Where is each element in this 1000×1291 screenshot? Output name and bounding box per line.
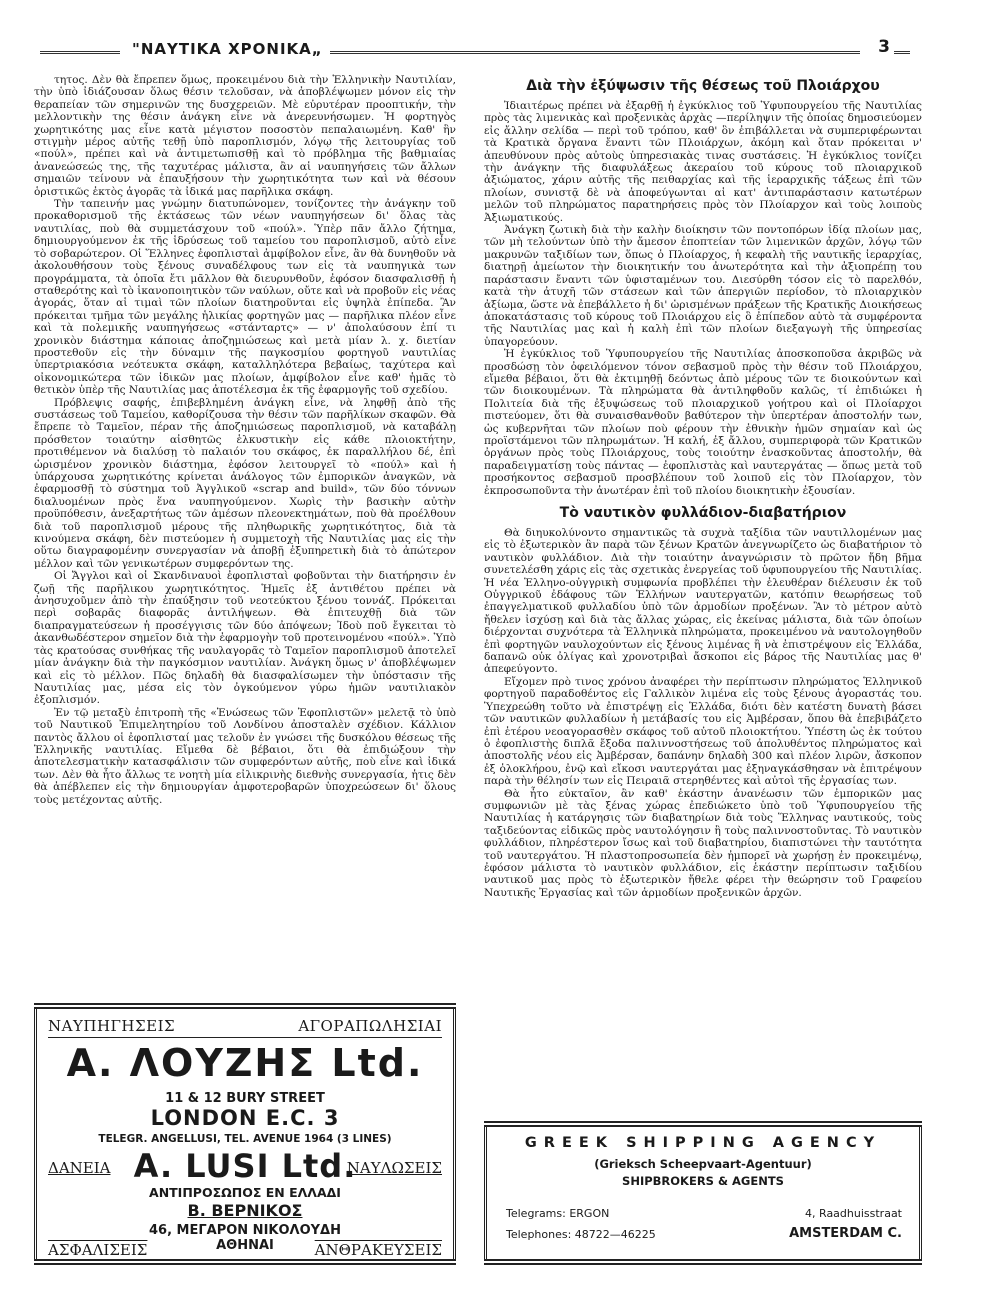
- header-rule-right: [330, 51, 860, 54]
- advertisement-greek-shipping-agency: [484, 1121, 922, 1265]
- left-column: [34, 74, 456, 806]
- agency-role: SHIPBROKERS & AGENTS: [622, 1174, 784, 1188]
- agency-street: 4, Raadhuisstraat: [805, 1207, 902, 1220]
- ad-company-greek: Α. ΛΟΥΖΗΣ Ltd.: [66, 1041, 424, 1085]
- article-paragraph: Ἰδιαιτέρως πρέπει νὰ ἐξαρθῇ ἡ ἐγκύκλιος τοῦ Ὑφυπουργείου τῆς Ναυτιλίας πρὸς τὰς λιμενικὰς καὶ προξενικὰς ἀρχὰς —περίληψιν τῆς ὁποίας δημοσιεύομεν εἰς ἄλλην σελίδα — περὶ τοῦ τρόπου, καθ' ὃν ἐπιβάλλεται νὰ συμπεριφέρωνται τὰ Κρατικὰ ὄργανα ἔναντι τῶν Πλοιάρχων, ἀκόμη καὶ ὅταν πρόκειται ν' ἀπευθύνουν πρὸς αὐτοὺς ὑπηρεσιακὰς τινας συστάσεις. Ἡ ἐγκύκλιος τονίζει τὴν ἀνάγκην τῆς διαφυλάξεως ἀκεραίου τοῦ κύρους τοῦ πλοιαρχικοῦ ἀξιώματος, χάριν αὐτῆς τῆς πειθαρχίας καὶ τῆς ἱεραρχικῆς τάξεως ἐπὶ τῶν πλοίων, συνιστᾷ δὲ νὰ ἀποφεύγωνται αἱ κατ' ἀντιπαράστασιν κατωτέρων μελῶν τοῦ πληρώματος παρατηρήσεις πρὸς τὸν Πλοίαρχον καὶ τοὺς λοιποὺς Ἀξιωματικούς.: [484, 100, 922, 224]
- newspaper-title: "ΝΑΥΤΙΚΑ ΧΡΟΝΙΚΑ„: [132, 40, 323, 58]
- ad-service-loans: ΔΑΝΕΙΑ: [48, 1159, 111, 1177]
- article-paragraph: Ἐν τῷ μεταξὺ ἐπιτροπὴ τῆς «Ἑνώσεως τῶν Ἐφοπλιστῶν» μελετᾷ τὸ ὑπὸ τοῦ Ναυτικοῦ Ἐπιμελητηρίου τοῦ Λονδίνου ἀποσταλὲν σχέδιον. Κάλλιον παντὸς ἄλλου οἱ ἐφοπλισταί μας τελοῦν ἐν γνώσει τῆς δυσκόλου θέσεως τῆς Ἑλληνικῆς ναυτιλίας. Εἴμεθα δὲ βέβαιοι, ὅτι θὰ ἐπιδιώξουν τὴν ἀποτελεσματικὴν κατασφάλισιν τῶν συμφερόντων αὐτῆς, ποὺ εἶνε καὶ ἰδικά των. Δὲν θὰ ἦτο ἄλλως τε νοητὴ μία εἰλικρινὴς διεθνὴς συνεργασία, ἡτις δὲν θὰ ἀπέβλεπεν εἰς τὴν δημιουργίαν ἀμφοτεροβαρῶν ὑποχρεώσεων δι' ὅλους τοὺς μετέχοντας αὐτῆς.: [34, 706, 456, 806]
- article-paragraph: Οἱ Ἄγγλοι καὶ οἱ Σκανδιναυοὶ ἐφοπλισταὶ φοβοῦνται τὴν διατήρησιν ἐν ζωῇ τῆς παρῆλικου χωρητικότητος. Ἡμεῖς ἐξ ἀντιθέτου πρέπει νὰ ἀνησυχοῦμεν ἀπὸ τὴν ἐπαύξησιν τοῦ νεοτεύκτου ξένου τοννάζ. Πρόκειται περὶ σοβαρᾶς διαφορᾶς ἀντιλήψεων. Θὰ ἐπιτευχθῇ διὰ τῶν διαπραγματεύσεων ἡ προσέγγισις τῶν δύο ἀπόψεων; Ἰδοὺ ποῦ ἔγκειται τὸ ἀκανθωδέστερον σημεῖον διὰ τὴν ἐφαρμογὴν τοῦ προτεινομένου «πούλ». Ὑπὸ τὰς κρατούσας συνθήκας τῆς ναυλαγορᾶς τὸ Ταμεῖον παροπλισμοῦ ἀποτελεῖ μίαν ἀνάγκην διὰ τὴν παγκόσμιον ναυτιλίαν. Ἀνάγκη ὅμως ν' ἀποβλέψωμεν καὶ εἰς τὸ μέλλον. Πῶς δηλαδὴ θὰ διασφαλίσωμεν τὴν ὑπόστασιν τῆς Ναυτιλίας μας, μέσα εἰς τὸν ὀγκούμενον γύρω ἡμῶν ναυτιλιακὸν ἐξοπλισμόν.: [34, 570, 456, 707]
- ad-company-latin: A. LUSI Ltd.: [133, 1147, 357, 1185]
- agency-subtitle: (Grieksch Scheepvaart-Agentuur): [594, 1157, 812, 1171]
- article-paragraph: Τὴν ταπεινήν μας γνώμην διατυπώνομεν, τονίζοντες τὴν ἀνάγκην τοῦ προκαθορισμοῦ τῆς ἐκτάσεως τῶν νέων ναυπηγήσεων δι' ὅλας τὰς ναυτιλίας, ποὺ θὰ συμμετάσχουν τοῦ «πούλ». Ὑπὲρ πᾶν ἄλλο ζήτημα, δημιουργούμενον ἐκ τῆς ἱδρύσεως τοῦ ταμείου του παροπλισμοῦ, αὐτὸ εἶνε τὸ σοβαρώτερον. Οἱ Ἕλληνες ἐφοπλισταὶ ἀμφίβολον εἶνε, ἂν θὰ δυνηθοῦν νὰ ἀκολουθήσουν τοὺς ξένους συναδέλφους των εἰς τὰ ναυπηγικὰ των προγράμματα, τὰ ὁποῖα ἔτι μᾶλλον θὰ διευρυνθοῦν, ἐφόσον διασφαλισθῇ ἡ σταθερότης καὶ τὸ ἱκανοποιητικὸν τῶν ναύλων, οὔτε καὶ νὰ προβοῦν εἰς νέας ἀγοράς, ὅταν αἱ τιμαὶ τῶν πλοίων διατηροῦνται εἰς ὑψηλὰ ἐπίπεδα. Ἂν πρόκειται τμῆμα τῶν μεγάλης ἡλικίας φορτηγῶν μας — παρῆλικα πλέον εἶνε καὶ τὰ πολεμικῆς ναυπηγήσεως «στάνταρτς» — ν' ἀπολαύσουν ἐπί τι χρονικὸν διάστημα κάποιας ἀποζημιώσεως καὶ μετὰ μίαν λ. χ. διετίαν προστεθοῦν εἰς τὴν δύναμιν τῆς παγκοσμίου φορτηγοῦ ναυτιλίας ὑπερτριακόσια νεότευκτα σκάφη, καταλληλότερα βεβαίως, ταχύτερα καὶ οἰκονομικώτερα τῶν ἰδικῶν μας πλοίων, ἀμφίβολον εἶνε καθ' ἡμᾶς τὸ θετικὸν ὑπὲρ τῆς Ναυτιλίας μας ἀποτέλεσμα ἐκ τῆς ἐφαρμογῆς τοῦ σχεδίου.: [34, 198, 456, 397]
- agency-telephones: Telephones: 48722—46225: [506, 1228, 656, 1241]
- ad-agent-name: Β. ΒΕΡΝΙΚΟΣ: [187, 1201, 303, 1220]
- ad-city: ΑΘΗΝΑΙ: [216, 1238, 274, 1253]
- ad-divider: [48, 1037, 442, 1038]
- right-column: [484, 74, 922, 899]
- ad-telegram: TELEGR. ANGELLUSI, TEL. AVENUE 1964 (3 LINES): [98, 1133, 392, 1145]
- article-paragraph: Εἴχομεν πρὸ τινος χρόνου ἀναφέρει τὴν περίπτωσιν πληρώματος Ἑλληνικοῦ φορτηγοῦ παραδοθέντος εἰς Γαλλικὸν λιμένα εἰς τοὺς ξένους ἀγοραστάς του. Ὑπεχρεώθη τοῦτο νὰ ἐπιστρέψῃ εἰς Ἑλλάδα, διότι δὲν κατέστη δυνατὴ βάσει τῶν ναυτικῶν φυλλαδίων ἡ μετάβασίς του εἰς Ἀμβέρσαν, ὅπου θὰ ἐπεβιβάζετο ἐπὶ ἑτέρου νεοαγορασθὲν σκάφος τοῦ αὐτοῦ πλοιοκτήτου. Ὑπέστη ὡς ἐκ τούτου ὁ ἐφοπλιστὴς διπλᾶ ἔξοδα παλιννοστήσεως τοῦ ἀπολυθέντος πληρώματος καὶ ἀποστολῆς νέου εἰς Ἀμβέρσαν, δαπάνην δηλαδὴ 300 καὶ πλέον λιρῶν, ἄσκοπον ἐξ ὁλοκλήρου, ἐνῷ καὶ εἴκοσι ναυτεργάται μας ἐξηναγκάσθησαν νὰ ἐπιτρέψουν παρὰ τὴν θέλησίν των εἰς Πειραιᾶ στερηθέντες καὶ αὐτοὶ τῆς ἐργασίας των.: [484, 675, 922, 788]
- section-heading-captain: Διὰ τὴν ἐξύψωσιν τῆς θέσεως τοῦ Πλοιάρχου: [526, 78, 880, 94]
- page-header: [40, 37, 910, 64]
- ad-service-insurance: ΑΣΦΑΛΙΣΕΙΣ: [48, 1241, 148, 1259]
- article-paragraph: Ἀνάγκη ζωτικὴ διὰ τὴν καλὴν διοίκησιν τῶν ποντοπόρων ἰδίᾳ πλοίων μας, τῶν μὴ τελούντων ὑπὸ τὴν ἄμεσον ἐποπτείαν τῶν λιμενικῶν ἀρχῶν, λόγῳ τῶν μακρυνῶν ταξιδίων των, ὅπως ὁ Πλοίαρχος, ἡ κεφαλὴ τῆς ναυτικῆς ἱεραρχίας, διατηρῇ ἀμείωτον τὴν διοικητικήν του ἀνωτερότητα καὶ τὴν ἀξιοπρέπῃ του παράστασιν ἔναντι τῶν ὑφισταμένων του. Διεσύρθη τόσον εἰς τὸ παρελθόν, κατὰ τὴν ἀτυχῆ τῶν στάσεων καὶ τῶν ἀπεργιῶν περίοδον, τὸ πλοιαρχικὸν ἀξίωμα, ὥστε νὰ ἐπεβάλλετο ἡ δι' ὡρισμένων πράξεων τῆς Κρατικῆς Διοικήσεως ἀποκατάστασις τοῦ κύρους τοῦ Πλοιάρχου εἰς ὃ ἐπίπεδον αὐτὸ τὰ συμφέροντα τῆς Ναυτιλίας μας καὶ ἡ καλὴ ἐπὶ τῶν πλοίων διεξαγωγὴ τῆς ὑπηρεσίας ὑπαγορεύουν.: [484, 224, 922, 348]
- article-paragraph: Θὰ διηυκολύνοντο σημαντικῶς τὰ συχνὰ ταξίδια τῶν ναυτιλλομένων μας εἰς τὸ ἐξωτερικὸν ἂν παρὰ τῶν ξένων Κρατῶν ἀνεγνωρίζετο ὡς διαβατήριον τὸ ναυτικὸν φυλλάδιον. Διὰ τὴν τοιαύτην ἀναγνώρισιν τὸ πρῶτον ἤδη βῆμα συνετελέσθη χάρις εἰς τὰς σχετικὰς ἐνεργείας τοῦ ὑφυπουργείου τῆς Ναυτιλίας. Ἡ νέα Ἑλληνο-οὐγγρικὴ συμφωνία προβλέπει τὴν ἐλευθέραν διέλευσιν ἐκ τοῦ Οὐγγρικοῦ ἐδάφους τῶν Ἑλλήνων ναυτεργατῶν, κατόπιν θεωρήσεως τοῦ ἐπαγγελματικοῦ φυλλαδίου ὑπὸ τῶν ἁρμοδίων προξένων. Ἂν τὸ μέτρον αὐτὸ ἤθελεν ἰσχύσῃ καὶ διὰ τὰς ἄλλας χώρας, εἰς ἐκείνας μάλιστα, διὰ τῶν ὁποίων διέρχονται συχνότερα τὰ Ἑλληνικὰ πληρώματα, προκειμένου νὰ ναυτολογηθοῦν ἐπὶ φορτηγῶν ναυλοχούντων εἰς ξένους λιμένας ἢ νὰ ἐπιστρέψουν εἰς Ἑλλάδα, δαπανῶ οὐκ ὀλίγας καὶ χρονοτριβαὶ ἄσκοποι εἰς βάρος τῆς Ναυτιλίας μας θ' ἀπεφεύγοντο.: [484, 527, 922, 676]
- header-rule-left: [40, 51, 120, 54]
- page-number-rule: [894, 51, 910, 54]
- ad-service-sales: ΑΓΟΡΑΠΩΛΗΣΙΑΙ: [298, 1017, 442, 1035]
- ad-service-chartering: ΝΑΥΛΩΣΕΙΣ: [346, 1159, 442, 1177]
- article-paragraph: Πρόβλεψις σαφής, ἐπιβεβλημένη ἀνάγκη εἶνε, νὰ ληφθῇ ἀπὸ τῆς συστάσεως τοῦ Ταμείου, καθορίζουσα τὴν θέσιν τῶν παρῆλίκων σκαφῶν. Θὰ ἔπρεπε τὸ Ταμεῖον, πέραν τῆς ἀποζημιώσεως παροπλισμοῦ, νὰ καταβάλῃ πρόσθετον τοιαύτην αἰσθητῶς ἑλκυστικὴν εἰς κάθε πλοιοκτήτην, προτιθέμενον νὰ διαλύσῃ τὸ παλαιόν του σκάφος, ἐκ παραλλήλου δέ, ἐπὶ ὡρισμένον χρονικὸν διάστημα, ἐφόσον λειτουργεῖ τὸ «πούλ» καὶ ἡ ὑπάρχουσα χωρητικότης κρίνεται ἀνάλογος τῶν ἐμπορικῶν ἀναγκῶν, νὰ ἐφαρμοσθῇ τὸ σύστημα τοῦ Ἀγγλικοῦ «scrap and build», τῶν δύο τόννων διαλυομένων πρὸς ἕνα ναυπηγούμενον. Χωρὶς τὴν βασικὴν αὐτὴν προϋπόθεσιν, ἀνεξαρτήτως τῶν ἀμέσων πλεονεκτημάτων, ποὺ θὰ προέλθουν διὰ τοῦ παροπλισμοῦ μέρους τῆς πληθωρικῆς χωρητικότητος, διὰ τὰ κινούμενα σκάφη, δὲν πιστεύομεν ἡ συμμετοχὴ τῆς Ναυτιλίας μας εἰς τὴν οὕτω διαγραφομένην συνεργασίαν νὰ ἀποβῇ ἐξυπηρετικὴ διὰ τὸ ἀπώτερον μέλλον καὶ τῶν γενικωτέρων συμφερόντων της.: [34, 396, 456, 570]
- section-heading-seaman-book: Τὸ ναυτικὸν φυλλάδιον-διαβατήριον: [559, 505, 847, 521]
- ad-representative-label: ΑΝΤΙΠΡΟΣΩΠΟΣ ΕΝ ΕΛΛΑΔΙ: [149, 1185, 341, 1200]
- page-number: 3: [878, 37, 890, 57]
- ad-service-shipbuilding: ΝΑΥΠΗΓΗΣΕΙΣ: [48, 1017, 176, 1035]
- agency-city: AMSTERDAM C.: [789, 1226, 902, 1241]
- article-paragraph: τητος. Δὲν θὰ ἔπρεπεν ὅμως, προκειμένου διὰ τὴν Ἑλληνικὴν Ναυτιλίαν, τὴν ὑπὸ ἰδιάζουσαν ὅλως θέσιν τελοῦσαν, νὰ ἀποβλέψωμεν μόνον εἰς τὴν θεραπείαν τῶν σημερινῶν της δυσχερειῶν. Μὲ εὐρυτέραν προοπτικήν, τὴν μελλοντικὴν της θέσιν ἀνάγκη εἶνε νὰ ἀνερευνήσωμεν. Ἡ φορτηγὸς χωρητικότης μας εἶνε κατὰ μέγιστον ποσοστὸν πεπαλαιωμένη. Καθ' ἣν στιγμὴν μέρος αὐτῆς τεθῇ ὑπὸ παροπλισμόν, λόγῳ τῆς λειτουργίας τοῦ «πούλ», πρέπει καὶ νὰ ἀντιμετωπισθῇ καὶ τὸ πρόβλημα τῆς βαθμιαίας ἀνανεώσεώς της, τῆς ταχυτέρας μάλιστα, ἂν αἱ ναυπηγήσεις τῶν ἄλλων σημαιῶν τείνουν νὰ ἐπαυξήσουν τὴν χωρητικότητα των καὶ νὰ θέσουν ὁριστικῶς ἐκτὸς ἀγορᾶς τὰ ἰδικά μας παρῆλικα σκάφη.: [34, 74, 456, 198]
- ad-office: 46, ΜΕΓΑΡΟΝ ΝΙΚΟΛΟΥΔΗ: [148, 1223, 341, 1238]
- article-paragraph: Ἡ ἐγκύκλιος τοῦ Ὑφυπουργείου τῆς Ναυτιλίας ἀποσκοποῦσα ἀκριβῶς νὰ προσδώσῃ τὸν ὀφειλόμενον τόνον σεβασμοῦ πρὸς τὴν θέσιν τοῦ Πλοιάρχου, εἴμεθα βέβαιοι, ὅτι θὰ ἐκτιμηθῇ δεόντως ἀπὸ μέρους τῶν τε διοικούντων καὶ τῶν διοικουμένων. Τὰ πληρώματα θὰ ἀντιληφθοῦν καλῶς, τί ἐπιδιώκει ἡ Πολιτεία διὰ τῆς ἐξυψώσεως τοῦ πλοιαρχικοῦ γοήτρου καὶ οἱ Πλοίαρχοι πιστεύομεν, ὅτι θὰ συναισθανθοῦν βαθύτερον τὴν ὑπερτέραν ἀποστολήν των, ὡς κυβερνῆται τῶν πλοίων ποὺ φέρουν τὴν ἐθνικὴν ἡμῶν σημαίαν καὶ ὡς προϊστάμενοι τῶν πληρωμάτων. Ἡ καλή, ἐξ ἄλλου, συμπεριφορὰ τῶν Κρατικῶν ὀργάνων πρὸς τοὺς Πλοιάρχους, τοὺς τοιούτην ἐνασκοῦντας ἀποστολήν, θὰ παραδειγματίσῃ τοὺς πάντας — ἐφοπλιστὰς καὶ ναυτεργάτας — ὅπως μετὰ τοῦ προσήκοντος σεβασμοῦ προσβλέπουν τοῦ λοιποῦ εἰς τὸν Πλοίαρχον, τὸν ἐκπροσωποῦντα τὴν ἀνωτέραν ἐπὶ τοῦ πλοίου διοικητικὴν ἐξουσίαν.: [484, 348, 922, 497]
- ad-service-coaling: ΑΝΘΡΑΚΕΥΣΕΙΣ: [314, 1241, 442, 1259]
- ad-address-city: LONDON E.C. 3: [150, 1106, 340, 1130]
- agency-telegrams: Telegrams: ERGON: [506, 1207, 610, 1220]
- article-paragraph: Θὰ ἦτο εὐκταῖον, ἂν καθ' ἑκάστην ἀνανέωσιν τῶν ἐμπορικῶν μας συμφωνιῶν μὲ τὰς ξένας χώρας ἐπεδιώκετο ὑπὸ τοῦ Ὑφυπουργείου τῆς Ναυτιλίας ἡ κατάργησις τῶν διαβατηρίων διὰ τοὺς Ἕλληνας ναυτικούς, τοὺς ταξιδεύοντας εἰδικῶς πρὸς ναυτολόγησιν ἢ τοὺς παλιννοστοῦντας. Τὸ ναυτικὸν φυλλάδιον, πληρέστερον ἴσως καὶ τοῦ διαβατηρίου, διαπιστώνει τὴν ταυτότητα τοῦ ναυτεργάτου. Ἡ πλαστοπροσωπεία δὲν ἠμπορεῖ νὰ χωρήσῃ ἐν προκειμένῳ, ἐφόσον μάλιστα τὸ ναυτικὸν φυλλάδιον, εἰς ἑκάστην περίπτωσιν ταξιδίου ναυτικοῦ μας πρὸς τὸ ἐξωτερικὸν ἤθελε φέρει τὴν θεώρησιν τοῦ Γραφείου Ναυτικῆς Ἐργασίας καὶ τῶν ἁρμοδίων προξενικῶν ἀρχῶν.: [484, 787, 922, 899]
- advertisement-lusi: [34, 1003, 456, 1265]
- ad-address-street: 11 & 12 BURY STREET: [165, 1091, 325, 1106]
- agency-name: GREEK SHIPPING AGENCY: [524, 1135, 882, 1151]
